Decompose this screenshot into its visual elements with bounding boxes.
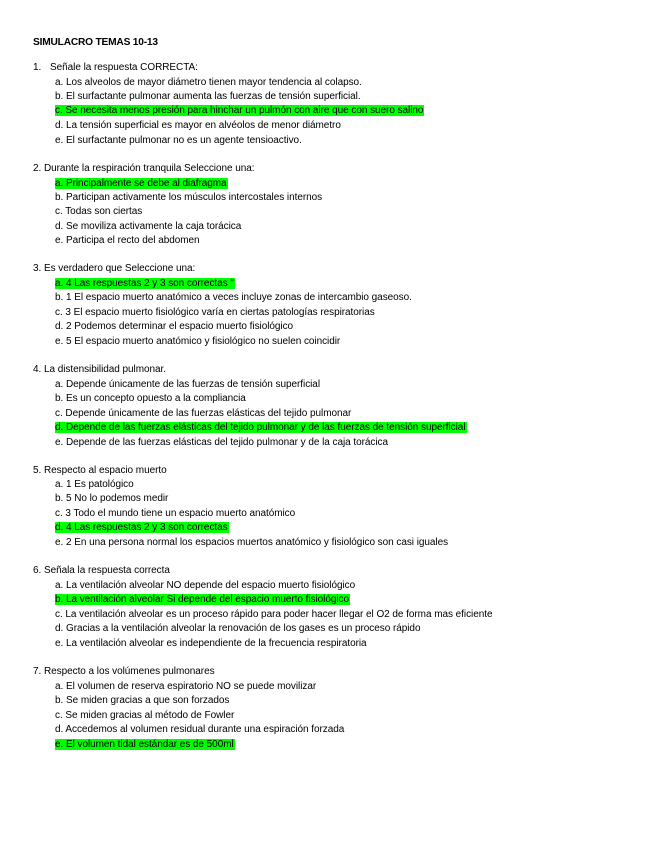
highlighted-answer: e. El volumen tidal estándar es de 500ml xyxy=(55,739,234,750)
option-1b: b. El surfactante pulmonar aumenta las fuerzas de tensión superficial. xyxy=(55,91,361,102)
option-7e xyxy=(55,738,235,751)
option-4d xyxy=(55,421,467,434)
option-1e: e. El surfactante pulmonar no es un agente tensioactivo. xyxy=(55,135,302,146)
option-6c: c. La ventilación alveolar es un proceso rápido para poder hacer llegar el O2 de forma mas eficiente xyxy=(55,609,493,620)
highlighted-answer: a. 4 Las respuestas 2 y 3 son correctas " xyxy=(55,278,234,289)
question-1 xyxy=(33,61,198,74)
option-7b: b. Se miden gracias a que son forzados xyxy=(55,695,230,706)
option-2c: c. Todas son ciertas xyxy=(55,206,143,217)
option-3d: d. 2 Podemos determinar el espacio muerto fisiológico xyxy=(55,321,294,332)
option-7d: d. Accedemos al volumen residual durante una espiración forzada xyxy=(55,724,345,735)
option-1a: a. Los alveolos de mayor diámetro tienen mayor tendencia al colapso. xyxy=(55,77,362,88)
option-2a xyxy=(55,177,228,190)
highlighted-answer: d. Depende de las fuerzas elásticas del tejido pulmonar y de las fuerzas de tensión superficial xyxy=(55,422,466,433)
question-4: 4. La distensibilidad pulmonar. xyxy=(33,364,166,375)
option-2d: d. Se moviliza activamente la caja torácica xyxy=(55,221,242,232)
option-4b: b. Es un concepto opuesto a la compliancia xyxy=(55,393,246,404)
question-1-text: Señale la respuesta CORRECTA: xyxy=(50,62,198,73)
option-4e: e. Depende de las fuerzas elásticas del tejido pulmonar y de la caja torácica xyxy=(55,437,389,448)
question-1-number: 1. xyxy=(33,62,42,73)
option-3b: b. 1 El espacio muerto anatómico a veces incluye zonas de intercambio gaseoso. xyxy=(55,292,412,303)
option-1d: d. La tensión superficial es mayor en alvéolos de menor diámetro xyxy=(55,120,341,131)
option-5a: a. 1 Es patológico xyxy=(55,479,134,490)
option-1c xyxy=(55,104,424,117)
option-3e: e. 5 El espacio muerto anatómico y fisiológico no suelen coincidir xyxy=(55,336,341,347)
highlighted-answer: b. La ventilación alveolar Si depende del espacio muerto fisiológico xyxy=(55,594,350,605)
question-5: 5. Respecto al espacio muerto xyxy=(33,465,167,476)
highlighted-answer: d. 4 Las respuestas 2 y 3 son correctas xyxy=(55,522,228,533)
option-4c: c. Depende únicamente de las fuerzas elásticas del tejido pulmonar xyxy=(55,408,352,419)
option-5d xyxy=(55,521,229,534)
option-6d: d. Gracias a la ventilación alveolar la renovación de los gases es un proceso rápido xyxy=(55,623,421,634)
question-2: 2. Durante la respiración tranquila Seleccione una: xyxy=(33,163,255,174)
option-5c: c. 3 Todo el mundo tiene un espacio muerto anatómico xyxy=(55,508,296,519)
highlighted-answer: a. Principalmente se debe al diafragma xyxy=(55,178,227,189)
option-2b: b. Participan activamente los músculos intercostales internos xyxy=(55,192,323,203)
option-4a: a. Depende únicamente de las fuerzas de tensión superficial xyxy=(55,379,320,390)
option-3c: c. 3 El espacio muerto fisiológico varía en ciertas patologías respiratorias xyxy=(55,307,375,318)
option-5b: b. 5 No lo podemos medir xyxy=(55,493,169,504)
question-7: 7. Respecto a los volúmenes pulmonares xyxy=(33,666,215,677)
option-2e: e. Participa el recto del abdomen xyxy=(55,235,200,246)
option-6a: a. La ventilación alveolar NO depende del espacio muerto fisiológico xyxy=(55,580,356,591)
option-7c: c. Se miden gracias al método de Fowler xyxy=(55,710,235,721)
option-7a: a. El volumen de reserva espiratorio NO se puede movilizar xyxy=(55,681,317,692)
question-6: 6. Señala la respuesta correcta xyxy=(33,565,170,576)
option-5e: e. 2 En una persona normal los espacios muertos anatómico y fisiológico son casi iguales xyxy=(55,537,449,548)
option-6b xyxy=(55,593,350,606)
question-3: 3. Es verdadero que Seleccione una: xyxy=(33,263,196,274)
option-3a xyxy=(55,277,235,290)
option-6e: e. La ventilación alveolar es independiente de la frecuencia respiratoria xyxy=(55,638,367,649)
document-title: SIMULACRO TEMAS 10-13 xyxy=(33,37,158,48)
highlighted-answer: c. Se necesita menos presión para hinchar un pulmón con aire que con suero salino xyxy=(55,105,424,116)
